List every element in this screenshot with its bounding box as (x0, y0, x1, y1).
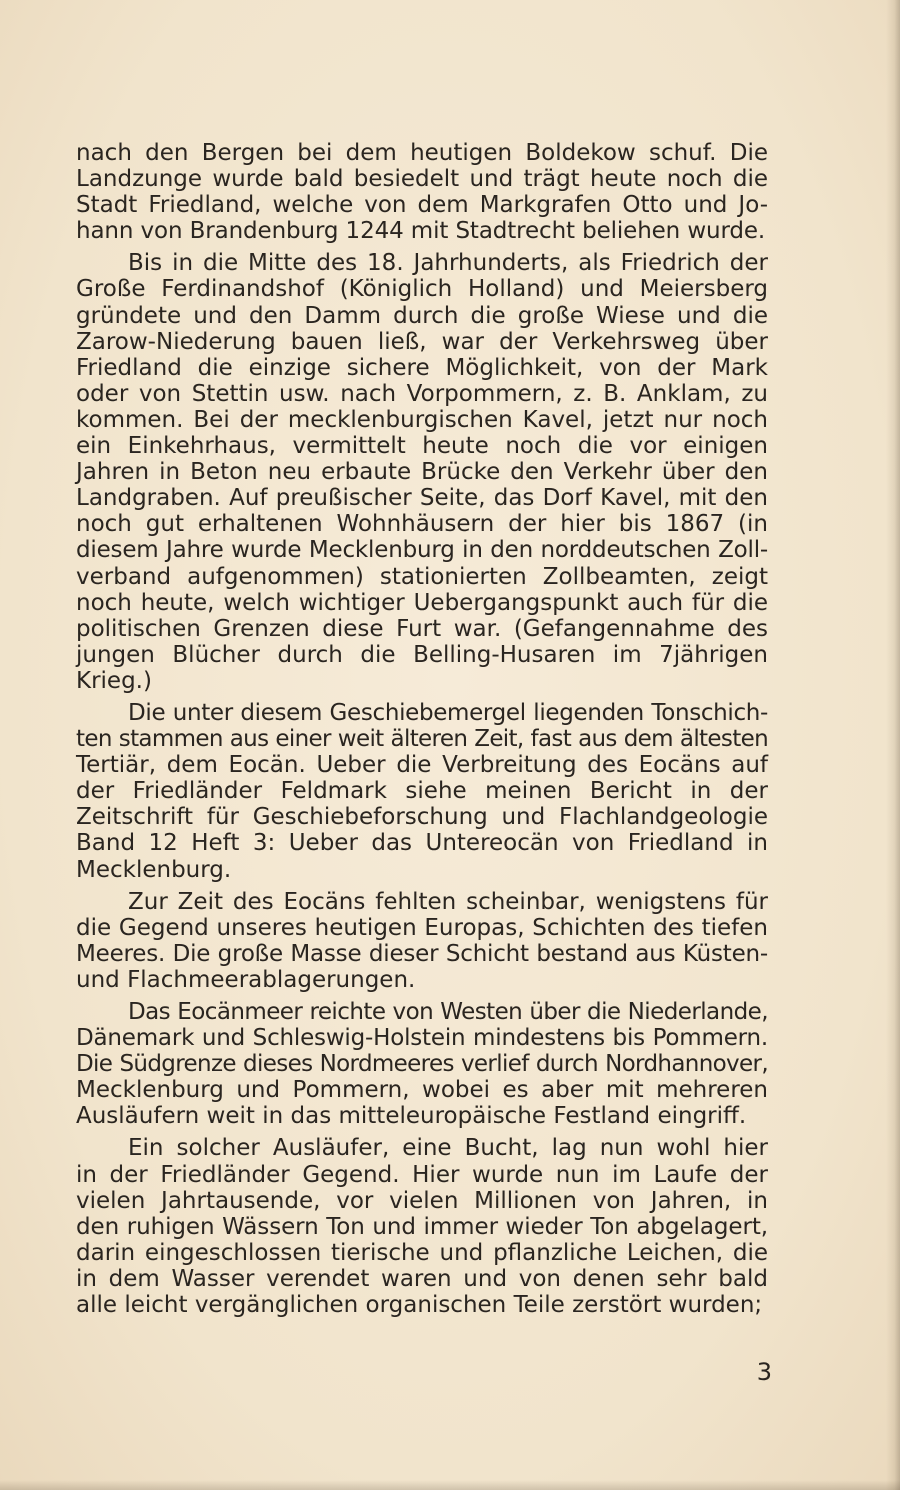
text-line: Landzunge wurde bald besiedelt und trägt heute noch die (76, 166, 768, 193)
text-line: alle leicht vergänglichen organischen Teile zerstört wurden; (76, 1292, 763, 1319)
text-line: Dänemark und Schleswig-Holstein mindestens bis Pommern. (76, 1025, 768, 1052)
text-line: noch gut erhaltenen Wohnhäusern der hier bis 1867 (in (76, 511, 768, 538)
text-line: Zarow-Niederung bauen ließ, war der Verkehrsweg über (76, 328, 768, 355)
paragraph (76, 889, 768, 993)
text-line: Die Südgrenze dieses Nordmeeres verlief durch Nordhannover, (76, 1051, 768, 1078)
text-line: Band 12 Heft 3: Ueber das Untereocän von Friedland in (76, 830, 768, 857)
text-line: Meeres. Die große Masse dieser Schicht bestand aus Küsten- (76, 940, 768, 967)
text-line: den ruhigen Wässern Ton und immer wieder Ton abgelagert, (76, 1213, 768, 1240)
paragraph (76, 140, 768, 244)
text-line: darin eingeschlossen tierische und pflanzliche Leichen, die (76, 1239, 768, 1266)
text-line: Zur Zeit des Eocäns fehlten scheinbar, wenigstens für (128, 888, 768, 915)
text-line: Jahren in Beton neu erbaute Brücke den Verkehr über den (76, 459, 768, 486)
text-line: diesem Jahre wurde Mecklenburg in den norddeutschen Zoll- (76, 537, 768, 564)
text-line: ten stammen aus einer weit älteren Zeit, fast aus dem ältesten (76, 726, 768, 753)
text-line: und Flachmeerablagerungen. (76, 966, 416, 993)
text-line: Mecklenburg. (76, 856, 232, 883)
text-line: Friedland die einzige sichere Möglichkeit, von der Mark (76, 354, 768, 381)
text-line: Zeitschrift für Geschiebeforschung und Flachlandgeologie (76, 804, 768, 831)
text-line: Das Eocänmeer reichte von Westen über die Niederlande, (128, 999, 768, 1025)
text-line: verband aufgenommen) stationierten Zollbeamten, zeigt (76, 563, 768, 590)
page-bottom-shadow (0, 1480, 900, 1490)
text-line: Tertiär, dem Eocän. Ueber die Verbreitung des Eocäns auf (76, 752, 768, 779)
paragraph (76, 999, 768, 1129)
text-line: Die unter diesem Geschiebemergel liegenden Tonschich- (128, 699, 768, 726)
text-line: jungen Blücher durch die Belling-Husaren im 7jährigen (76, 641, 768, 668)
text-line: noch heute, welch wichtiger Uebergangspunkt auch für die (76, 589, 768, 616)
page-number: 3 (756, 1358, 772, 1386)
text-line: oder von Stettin usw. nach Vorpommern, z. B. Anklam, zu (76, 380, 768, 407)
text-line: die Gegend unseres heutigen Europas, Schichten des tiefen (76, 914, 768, 941)
text-line: Mecklenburg und Pommern, wobei es aber mit mehreren (76, 1077, 768, 1104)
paragraph (76, 250, 768, 694)
text-line: kommen. Bei der mecklenburgischen Kavel, jetzt nur noch (76, 406, 768, 433)
text-line: Krieg.) (76, 667, 152, 694)
text-line: der Friedländer Feldmark siehe meinen Bericht in der (76, 778, 768, 805)
body-text (76, 140, 768, 1318)
text-line: hann von Brandenburg 1244 mit Stadtrecht beliehen wurde. (76, 218, 766, 245)
text-line: Ein solcher Ausläufer, eine Bucht, lag nun wohl hier (128, 1135, 768, 1162)
text-line: nach den Bergen bei dem heutigen Boldekow schuf. Die (76, 140, 768, 166)
text-line: ein Einkehrhaus, vermittelt heute noch die vor einigen (76, 433, 768, 460)
paragraph (76, 1135, 768, 1318)
text-line: in der Friedländer Gegend. Hier wurde nun im Laufe der (76, 1161, 768, 1188)
text-line: politischen Grenzen diese Furt war. (Gefangennahme des (76, 615, 768, 642)
text-line: Stadt Friedland, welche von dem Markgrafen Otto und Jo- (76, 192, 768, 219)
paragraph (76, 700, 768, 883)
text-line: Ausläufern weit in das mitteleuropäische Festland eingriff. (76, 1103, 747, 1130)
text-line: Landgraben. Auf preußischer Seite, das Dorf Kavel, mit den (76, 485, 768, 512)
text-line: in dem Wasser verendet waren und von denen sehr bald (76, 1265, 768, 1292)
text-line: Große Ferdinandshof (Königlich Holland) und Meiersberg (76, 276, 768, 303)
text-line: vielen Jahrtausende, vor vielen Millionen von Jahren, in (76, 1187, 768, 1214)
page-edge-shadow (886, 0, 900, 1490)
text-line: gründete und den Damm durch die große Wiese und die (76, 302, 768, 329)
text-line: Bis in die Mitte des 18. Jahrhunderts, als Friedrich der (128, 250, 768, 277)
